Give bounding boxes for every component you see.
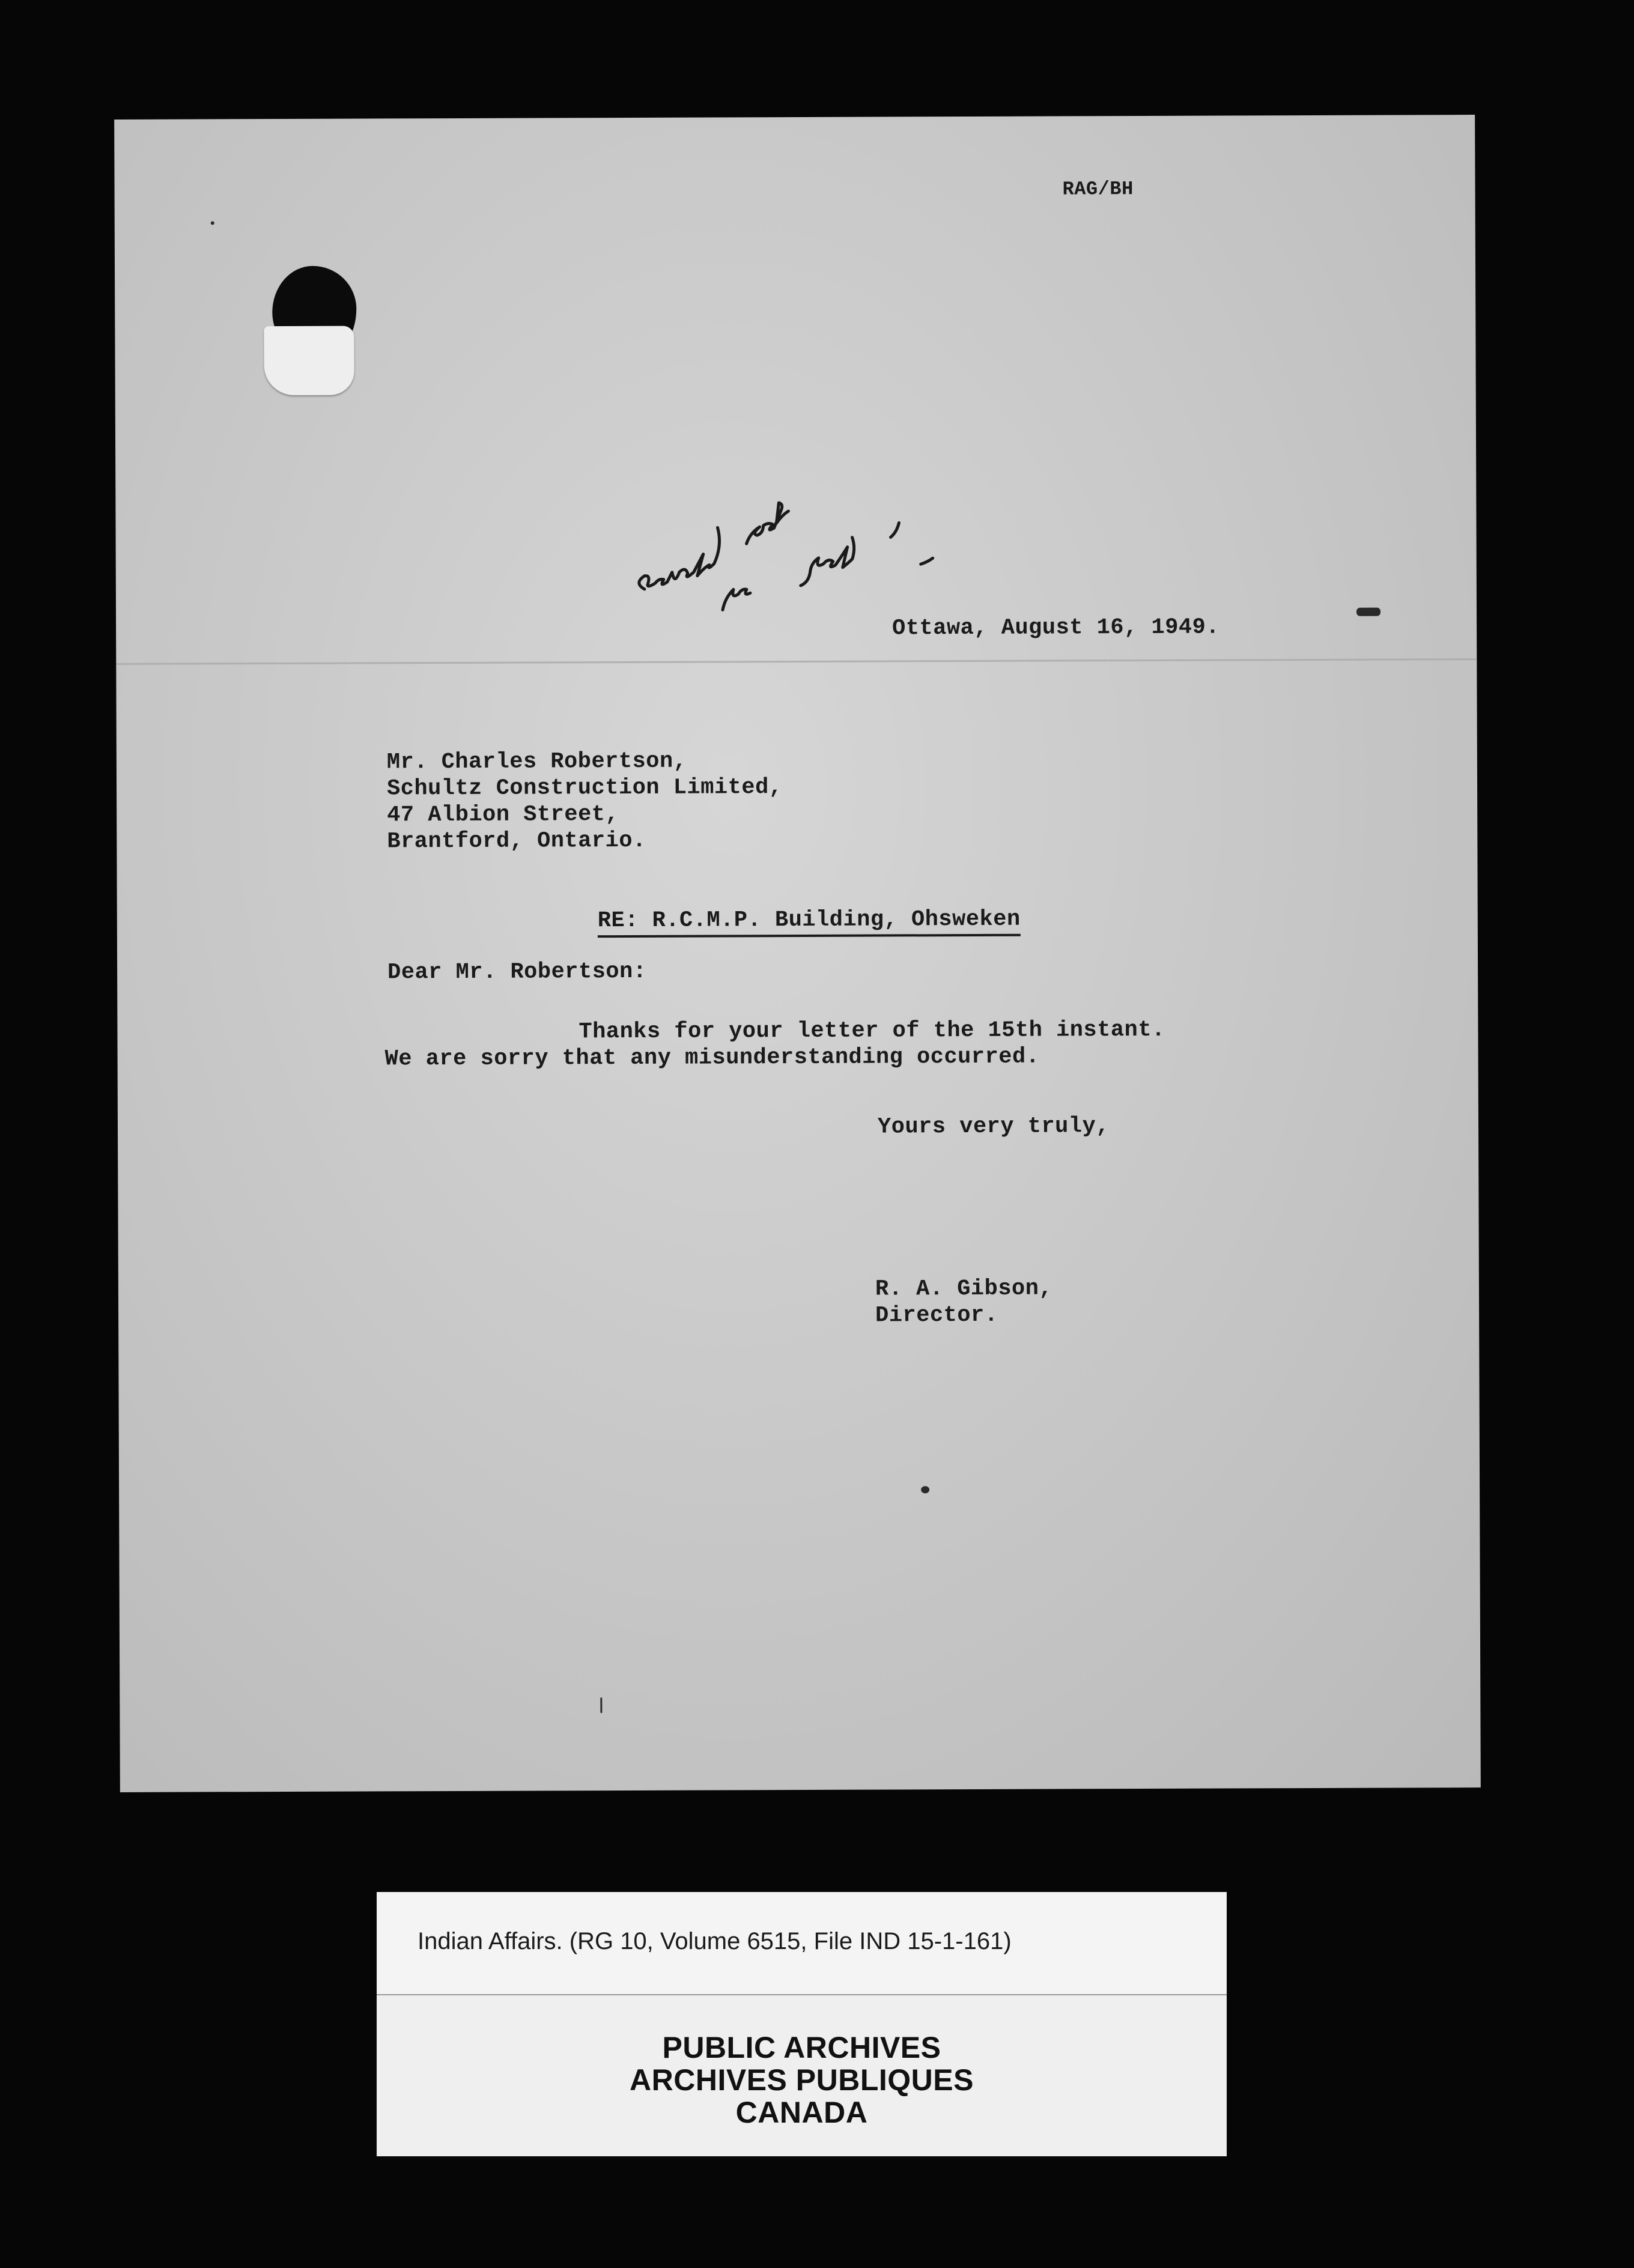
recipient-address bbox=[387, 748, 783, 855]
ink-speck bbox=[211, 221, 214, 225]
ink-speck bbox=[1356, 608, 1380, 616]
stamp-line: CANADA bbox=[735, 2096, 868, 2129]
signature-block bbox=[875, 1276, 1052, 1329]
fold-line bbox=[116, 658, 1477, 665]
date-line: Ottawa, August 16, 1949. bbox=[892, 614, 1220, 641]
body-line: We are sorry that any misunderstanding occurred. bbox=[384, 1044, 1040, 1072]
address-line: 47 Albion Street, bbox=[387, 802, 619, 828]
salutation: Dear Mr. Robertson: bbox=[387, 959, 647, 986]
citation-strip bbox=[377, 1892, 1227, 1995]
address-line: Schultz Construction Limited, bbox=[386, 775, 783, 802]
archive-citation: Indian Affairs. (RG 10, Volume 6515, File IND 15-1-161) bbox=[418, 1928, 1012, 1954]
stamp-line: ARCHIVES PUBLIQUES bbox=[630, 2063, 974, 2097]
address-line: Brantford, Ontario. bbox=[387, 828, 646, 855]
ink-speck bbox=[921, 1486, 929, 1493]
subject-line: RE: R.C.M.P. Building, Ohsweken bbox=[598, 906, 1021, 938]
handwritten-note bbox=[620, 435, 1005, 616]
archive-stamp bbox=[377, 1995, 1227, 2156]
address-line: Mr. Charles Robertson, bbox=[386, 748, 687, 775]
closing: Yours very truly, bbox=[877, 1114, 1110, 1140]
body-line: Thanks for your letter of the 15th instant. bbox=[579, 1017, 1165, 1045]
stamp-line: PUBLIC ARCHIVES bbox=[662, 2031, 941, 2064]
letter-page bbox=[114, 115, 1481, 1792]
torn-paper-flap bbox=[264, 326, 354, 396]
reference-initials: RAG/BH bbox=[1062, 178, 1134, 201]
archive-label bbox=[377, 1892, 1227, 2156]
ink-speck bbox=[600, 1697, 602, 1713]
signer-name: R. A. Gibson, bbox=[875, 1276, 1053, 1302]
signer-title: Director. bbox=[875, 1302, 998, 1329]
